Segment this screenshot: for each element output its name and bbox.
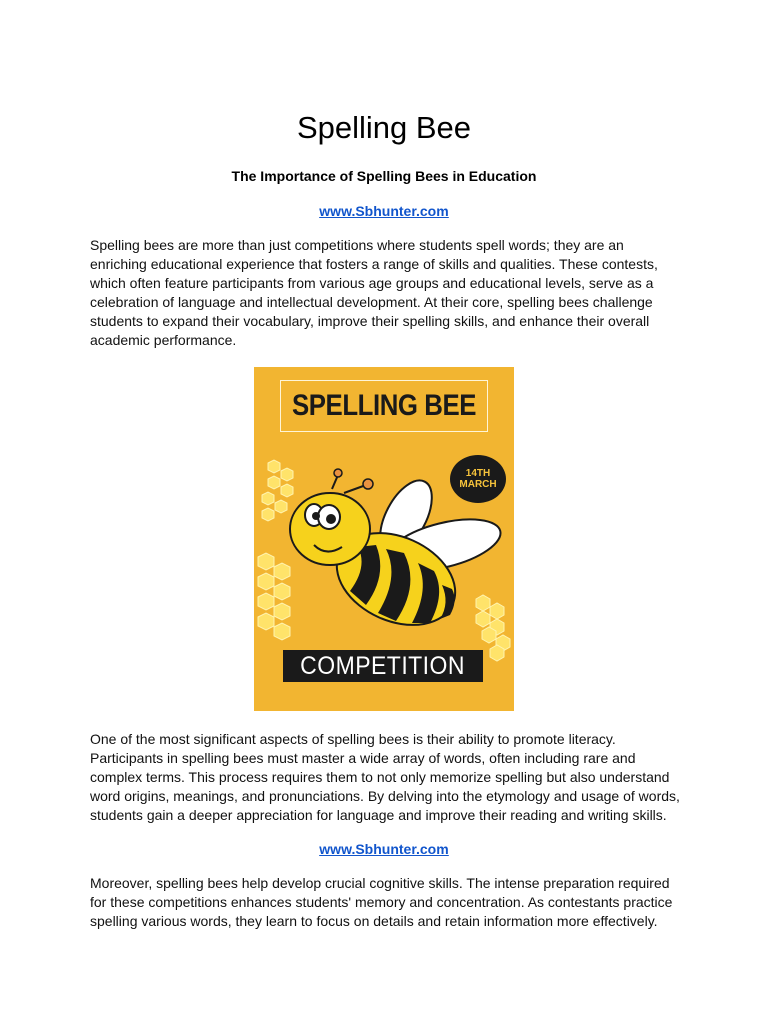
paragraph-literacy: One of the most significant aspects of spelling bees is their ability to promote literacy. Participants in spelling bees must master a wide array of words, often including rare and complex terms. This process requires them to not only memorize spelling but also understand word origins, meanings, and pronunciations. By delving into the etymology and usage of words, students gain a deeper appreciation for language and improve their reading and writing skills.: [90, 731, 680, 823]
website-link-text[interactable]: www.Sbhunter.com: [319, 203, 449, 219]
date-day: 14TH: [465, 468, 491, 479]
poster-title-box: [280, 380, 488, 432]
poster-title: SPELLING BEE: [291, 389, 477, 422]
website-link-second-text[interactable]: www.Sbhunter.com: [319, 841, 449, 857]
website-link-second[interactable]: [0, 839, 768, 859]
competition-banner: [283, 650, 483, 682]
website-link[interactable]: [0, 201, 768, 221]
date-badge: [450, 455, 506, 503]
page-title: Spelling Bee: [296, 110, 472, 145]
date-month: MARCH: [459, 479, 497, 490]
spelling-bee-poster: [254, 367, 514, 711]
bee-head: [290, 469, 373, 565]
competition-text: COMPETITION: [300, 651, 466, 680]
page-subtitle: The Importance of Spelling Bees in Education: [231, 168, 537, 184]
paragraph-intro: Spelling bees are more than just competitions where students spell words; they are an enriching educational experience that fosters a range of skills and qualities. These contests, which often feature participants from various age groups and educational levels, serve as a celebration of language and intellectual development. At their core, spelling bees challenge students to expand their vocabulary, improve their spelling skills, and enhance their overall academic performance.: [90, 237, 658, 348]
honeycomb-left: [258, 460, 293, 640]
paragraph-cognitive: Moreover, spelling bees help develop crucial cognitive skills. The intense preparation required for these competitions enhances students' memory and concentration. As contestants practice spelling various words, they learn to focus on details and retain information more effectively.: [90, 875, 673, 929]
